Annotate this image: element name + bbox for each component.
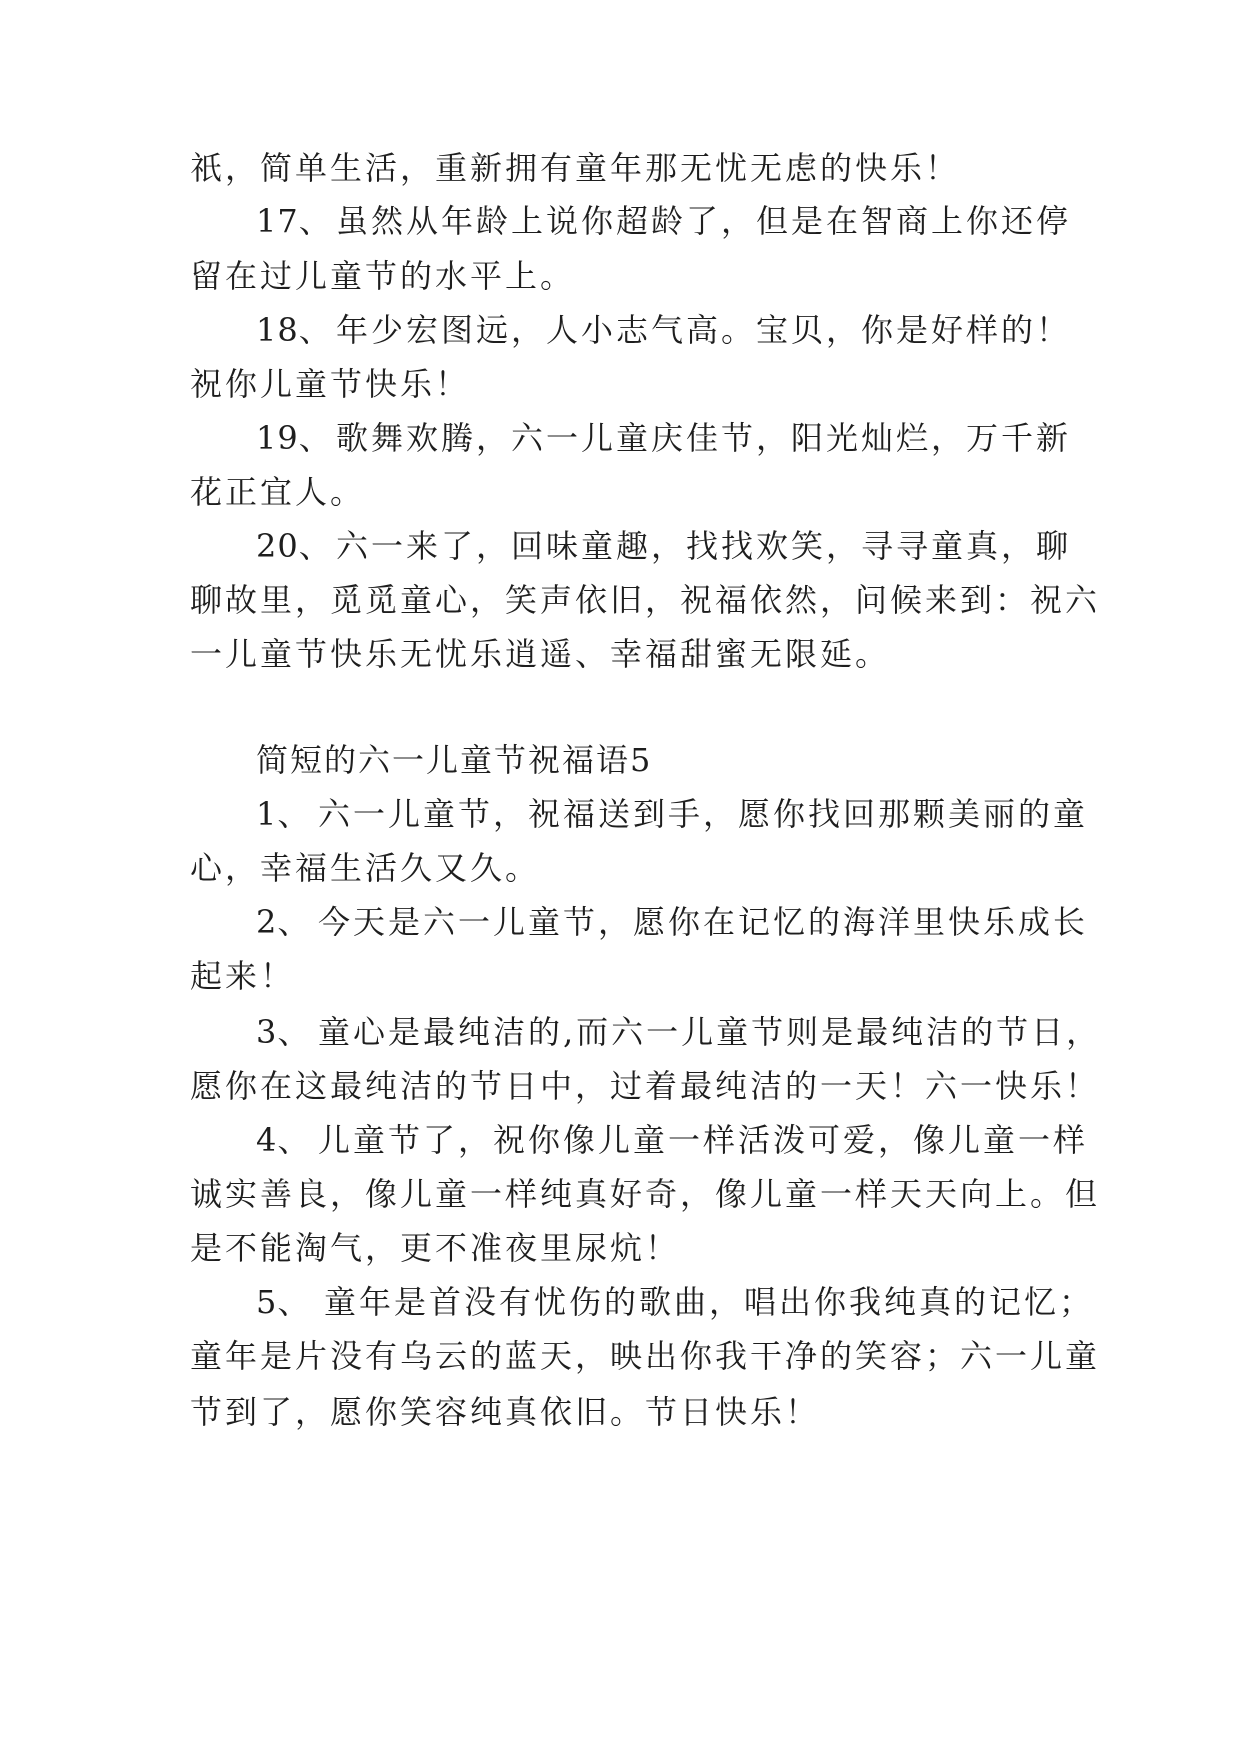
item-number: 3、	[256, 1013, 311, 1051]
list-item-20	[256, 524, 1071, 568]
paragraph-line: 是不能淘气，更不准夜里尿炕！	[190, 1229, 681, 1267]
item-text: 年少宏图远，人小志气高。宝贝，你是好样的！	[336, 311, 1072, 349]
paragraph-line: 诚实善良，像儿童一样纯真好奇，像儿童一样天天向上。但	[190, 1175, 1101, 1213]
paragraph-line: 童年是片没有乌云的蓝天，映出你我干净的笑容；六一儿童	[190, 1337, 1101, 1375]
list-item-18	[256, 308, 1071, 352]
item-number: 5、	[256, 1283, 311, 1321]
list-item-3	[256, 1010, 1101, 1054]
item-text: 虽然从年龄上说你超龄了，但是在智商上你还停	[336, 202, 1072, 240]
item-text: 今天是六一儿童节，愿你在记忆的海洋里快乐成长	[318, 903, 1089, 941]
paragraph-line: 花正宜人。	[190, 473, 366, 511]
paragraph-line: 聊故里，觅觅童心，笑声依旧，祝福依然，问候来到：祝六	[190, 581, 1101, 619]
item-text: 儿童节了，祝你像儿童一样活泼可爱，像儿童一样	[318, 1121, 1089, 1159]
item-number: 1、	[256, 795, 311, 833]
paragraph-line: 留在过儿童节的水平上。	[190, 257, 576, 295]
list-item-17	[256, 199, 1071, 243]
paragraph-line: 祝你儿童节快乐！	[190, 365, 471, 403]
list-item-2	[256, 900, 1088, 944]
item-text: 六一儿童节，祝福送到手，愿你找回那颗美丽的童	[318, 795, 1089, 833]
list-item-19	[256, 416, 1071, 460]
list-item-5	[256, 1280, 1094, 1324]
paragraph-line: 一儿童节快乐无忧乐逍遥、幸福甜蜜无限延。	[190, 635, 891, 673]
item-number: 20、	[256, 527, 332, 565]
item-number: 19、	[256, 419, 332, 457]
section-heading: 简短的六一儿童节祝福语5	[256, 741, 653, 779]
item-text: 童心是最纯洁的,而六一儿童节则是最纯洁的节日，	[318, 1013, 1102, 1051]
paragraph-line: 心，幸福生活久又久。	[190, 849, 541, 887]
item-number: 17、	[256, 202, 332, 240]
item-number: 4、	[256, 1121, 311, 1159]
item-text: 六一来了，回味童趣，找找欢笑，寻寻童真，聊	[336, 527, 1072, 565]
paragraph-line: 节到了，愿你笑容纯真依旧。节日快乐！	[190, 1393, 821, 1431]
list-item-4	[256, 1118, 1088, 1162]
item-text: 歌舞欢腾，六一儿童庆佳节，阳光灿烂，万千新	[336, 419, 1072, 457]
paragraph-line: 祇，简单生活，重新拥有童年那无忧无虑的快乐！	[190, 149, 961, 187]
item-text: 童年是首没有忧伤的歌曲，唱出你我纯真的记忆；	[324, 1283, 1095, 1321]
paragraph-line: 愿你在这最纯洁的节日中，过着最纯洁的一天！六一快乐！	[190, 1067, 1101, 1105]
item-number: 18、	[256, 311, 332, 349]
paragraph-line: 起来！	[190, 957, 296, 995]
list-item-1	[256, 792, 1088, 836]
item-number: 2、	[256, 903, 311, 941]
